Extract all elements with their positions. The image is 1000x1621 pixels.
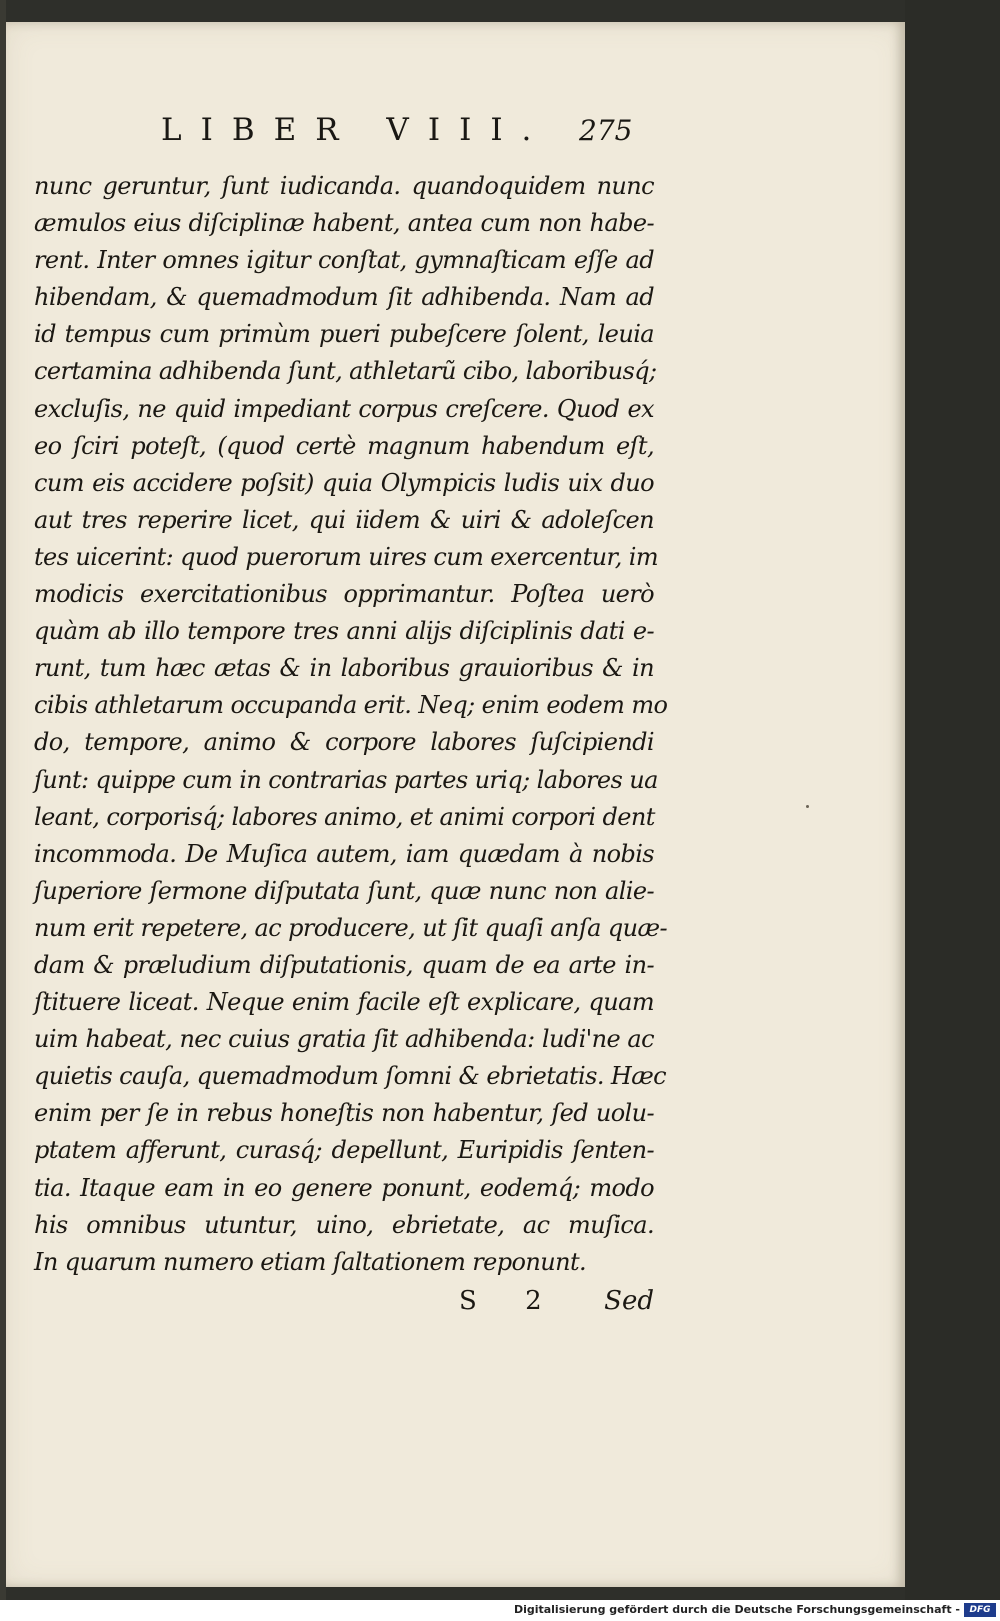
text-line: cibis athletarum occupanda erit. Neq; enim eodem mo xyxy=(34,691,668,720)
book-edge-dark xyxy=(905,0,1000,1600)
text-line: cum eis accidere poſsit) quia Olympicis ludis uix duo xyxy=(34,468,654,497)
text-line: dam & præludium diſputationis, quam de ea arte in- xyxy=(34,950,654,979)
text-line: ptatem afferunt, curasq́; depellunt, Euripidis ſenten- xyxy=(34,1136,654,1165)
text-line: uim habeat, nec cuius gratia ſit adhibenda: ludi'ne ac xyxy=(34,1025,654,1054)
text-line: num erit repetere, ac producere, ut ſit quaſi anſa quæ- xyxy=(34,913,667,942)
dfg-logo: DFG xyxy=(964,1603,996,1617)
text-line: ſtituere liceat. Neque enim facile eſt explicare, quam xyxy=(34,988,654,1017)
catchword: Sed xyxy=(604,1286,654,1316)
text-line: rent. Inter omnes igitur conſtat, gymnaſticam eſſe ad xyxy=(34,246,654,275)
text-line: enim per ſe in rebus honeſtis non habentur, ſed uolu- xyxy=(34,1099,654,1128)
text-line: certamina adhibenda ſunt, athletarũ cibo, laboribusq́; xyxy=(34,357,657,386)
running-head-title: LIBER VIII. xyxy=(161,112,551,148)
body-text xyxy=(34,168,668,1281)
page-number: 275 xyxy=(579,114,633,147)
text-line: his omnibus utuntur, uino, ebrietate, ac muſica. xyxy=(34,1210,654,1239)
text-line: tes uicerint: quod puerorum uires cum exercentur, im xyxy=(34,542,659,571)
book-page xyxy=(6,22,905,1587)
text-line: excluſis, ne quid impediant corpus creſcere. Quod ex xyxy=(34,394,654,423)
text-line: runt, tum hæc ætas & in laboribus grauioribus & in xyxy=(34,654,654,683)
digitization-footer xyxy=(0,1600,1000,1621)
text-line: leant, corporisq́; labores animo, et animi corpori dent xyxy=(34,802,655,831)
text-line: do, tempore, animo & corpore labores ſuſcipiendi xyxy=(34,728,654,757)
signature-mark: S 2 xyxy=(459,1286,562,1316)
footer-credit-text: Digitalisierung gefördert durch die Deutsche Forschungsgemeinschaft - xyxy=(513,1603,960,1616)
text-line: In quarum numero etiam ſaltationem reponunt. xyxy=(34,1247,587,1276)
text-line: id tempus cum primùm pueri pubeſcere ſolent, leuia xyxy=(34,320,654,349)
text-line: eo ſciri poteſt, (quod certè magnum habendum eſt, xyxy=(34,431,654,460)
text-line: quàm ab illo tempore tres anni alijs diſciplinis dati e- xyxy=(34,617,654,646)
text-line: æmulos eius diſciplinæ habent, antea cum non habe- xyxy=(34,209,654,238)
text-line: ſuperiore ſermone diſputata ſunt, quæ nunc non alie- xyxy=(34,876,654,905)
text-line: ſunt: quippe cum in contrarias partes uriq; labores ua xyxy=(34,765,658,794)
text-line: aut tres reperire licet, qui iidem & uiri & adoleſcen xyxy=(34,505,654,534)
text-line: tia. Itaque eam in eo genere ponunt, eodemq́; modo xyxy=(34,1173,654,1202)
text-line: quietis cauſa, quemadmodum ſomni & ebrietatis. Hæc xyxy=(34,1062,667,1091)
text-line: incommoda. De Muſica autem, iam quædam à nobis xyxy=(34,839,654,868)
text-line: nunc geruntur, ſunt iudicanda. quandoquidem nunc xyxy=(34,172,654,200)
running-head xyxy=(6,112,905,162)
text-line: modicis exercitationibus opprimantur. Poſtea uerò xyxy=(34,580,654,609)
text-line: hibendam, & quemadmodum ſit adhibenda. Nam ad xyxy=(34,283,654,312)
page-bottom-marks xyxy=(34,1286,654,1326)
paper-speck xyxy=(806,805,809,808)
